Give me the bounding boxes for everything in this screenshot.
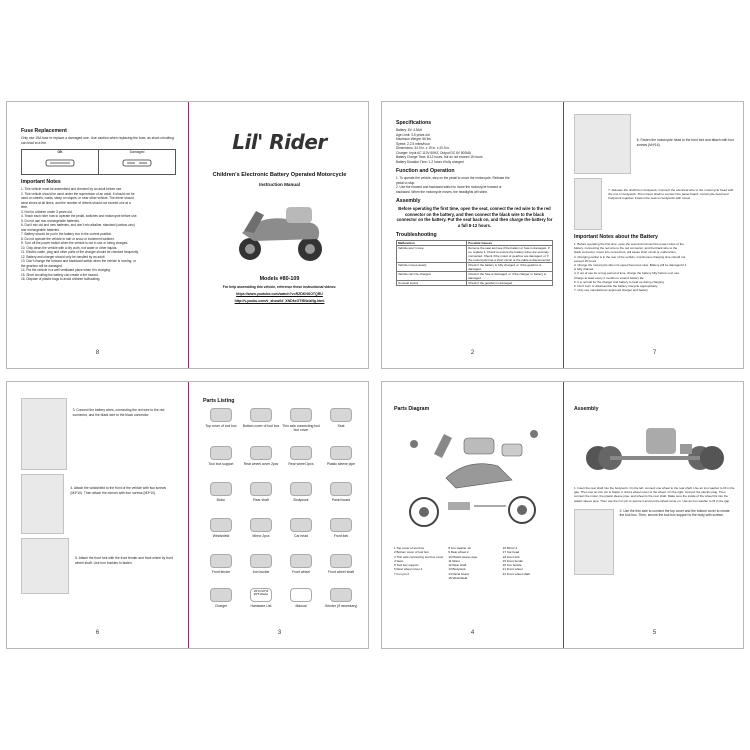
- step4-text: 4. Attach the windshield to the front of the vehicle with two screws (M3*10). Then attach the mirrors with four screws (M3*10).: [70, 486, 167, 495]
- table-cell: Vehicle won't move: [397, 246, 467, 263]
- table-cell: Vehicle can't be charged: [397, 272, 467, 281]
- cover-help: For help assembling this vehicle, reference these instructional videos:: [222, 285, 337, 289]
- list-item: 15. Short circuiting the battery can create a fire hazard.: [21, 272, 99, 277]
- part-label: Top cover of tool box: [205, 424, 237, 428]
- part-item: [201, 588, 241, 608]
- part-item: [321, 482, 361, 502]
- legend-item: 22 Front wheel shaft: [502, 571, 530, 576]
- fuse-text: Only use 15A fuse to replace a damaged one. Use caution when replacing the fuse, as short-circuiting can lead to a fire.: [21, 136, 174, 145]
- page-number: 4: [470, 630, 475, 636]
- list-item: battery, connecting the red wire to the red connector, and the black wire to the: [574, 246, 678, 251]
- legend-item: 20 Iron buckle: [502, 563, 522, 568]
- list-item: 2. This vehicle should be used under the supervision of an adult. It should not be: [21, 191, 135, 196]
- hardware-text: M3*10 M4*16 M4*8 Washer: [253, 590, 269, 596]
- part-label: Car head: [294, 534, 308, 538]
- video-link-2[interactable]: http://v.youku.com/v_show/id_XNDkxOTI5NzIzNg.html: [234, 299, 325, 303]
- function-list: [396, 176, 553, 194]
- list-item: the gearbox will be damaged.: [21, 263, 63, 268]
- part-image: [290, 554, 312, 568]
- legend-item: 7 Iron pin 2: [394, 571, 410, 576]
- list-item: 5. Do not use non-rechargeable batteries.: [21, 218, 80, 223]
- fuse-diagram: [21, 149, 176, 175]
- list-item: 1. This vehicle must be assembled and checked by an adult before use.: [21, 187, 123, 192]
- page-2: [382, 102, 563, 368]
- step6-text: 6. Fasten the motorcycle head to the front fork and attach with four screws (M4*16).: [636, 138, 734, 147]
- fuse-ok-icon: [42, 158, 78, 168]
- table-cell: Unusual sound: [397, 281, 467, 286]
- logo: [199, 130, 360, 154]
- part-image: [250, 518, 272, 532]
- list-item: Dimensions: 34.5 in. x 19 in. x 20.5 in.: [396, 146, 450, 150]
- part-item: [281, 482, 321, 502]
- list-item: 6. Don't burn or disassemble the battery. Recycle appropriately.: [574, 284, 659, 289]
- diagram-legend: [394, 546, 553, 580]
- part-item: [201, 446, 241, 466]
- list-item: 13. Don't change the forward and backward switch when the vehicle is moving, or: [21, 259, 136, 264]
- part-label: Hardware List: [250, 604, 272, 608]
- page-4: [382, 382, 563, 648]
- part-item: [201, 408, 241, 428]
- list-item: 4. If out of use for a long period of time, charge the battery fully before next use.: [574, 271, 680, 276]
- list-item: used on streets, roads, steep on slopes, or near other vehicle. The driver should: [21, 196, 134, 201]
- legend-item: 3 Thin axle connecting tool box cover: [394, 554, 444, 559]
- part-image: [330, 518, 352, 532]
- part-image: [330, 588, 352, 602]
- spread-parts: [6, 381, 369, 649]
- part-label: Front wheel shaft: [327, 570, 354, 574]
- legend-item: 19 Front fender: [502, 558, 524, 563]
- legend-item: 4 Seat: [394, 558, 403, 563]
- assembly-steps-title: Assembly: [574, 406, 599, 412]
- page-cover: [189, 102, 370, 368]
- page-8: [7, 102, 188, 368]
- part-item: [201, 518, 241, 538]
- fuse-damaged-icon: [119, 158, 155, 168]
- legend-item: 2 Bottom cover of tool box: [394, 550, 429, 555]
- page-number: 3: [277, 630, 282, 636]
- page-number: 6: [95, 630, 100, 636]
- part-item: [241, 408, 281, 428]
- part-item: [281, 408, 321, 432]
- legend-item: 6 Rear wheel cover 2: [394, 567, 423, 572]
- step5-photo: [21, 538, 69, 594]
- part-image: [250, 554, 272, 568]
- part-item: [241, 446, 281, 466]
- part-item: [201, 554, 241, 574]
- part-label: Bottom cover of tool box: [242, 424, 280, 428]
- part-label: Bodywork: [293, 498, 309, 502]
- table-header: Possible Causes: [467, 241, 553, 246]
- list-item: 2. Charging socket is in the rear of the vehicle. Continuous charging time should not: [574, 254, 686, 259]
- page-5: [564, 382, 745, 648]
- part-item: [281, 446, 321, 466]
- part-label: Mirror 2pcs: [252, 534, 270, 538]
- step4-photo: [21, 474, 64, 534]
- cover-title: Children's Electronic Battery Operated Motorcycle: [212, 172, 347, 178]
- part-label: Front wheel: [292, 570, 310, 574]
- list-item: 5. It is normal for the charger and battery to heat up during charging.: [574, 279, 665, 284]
- legend-item: 16 Mirror 2: [502, 546, 518, 550]
- table-row: [397, 281, 553, 286]
- list-item: backward. When the motorcycle moves, the headlights will shine.: [396, 189, 488, 194]
- part-item: [281, 518, 321, 538]
- list-item: 3. Not for children under 3 years old.: [21, 209, 73, 214]
- part-image: [250, 408, 272, 422]
- legend-item: 11 Motor: [448, 558, 460, 563]
- legend-item: 18 Front fork: [502, 554, 520, 559]
- part-item: [321, 446, 361, 466]
- table-cell: Check if the gearbox is damaged.: [467, 281, 553, 286]
- list-item: 9. Turn off the power switch when the vehicle is not in use or being charged.: [21, 241, 129, 246]
- function-title: Function and Operation: [396, 168, 455, 174]
- page-number: 7: [652, 350, 657, 356]
- list-item: is fully drained.: [574, 267, 595, 272]
- cover-models: Models #80-109: [259, 276, 300, 282]
- page-number: 8: [95, 350, 100, 356]
- part-label: Front fender: [211, 570, 231, 574]
- legend-item: 17 Car head: [502, 550, 520, 555]
- part-image: [330, 482, 352, 496]
- trouble-title: Troubleshooting: [396, 232, 437, 239]
- step5-text: 5. Attach the front fork with the front fender and front wheel by front wheel shaft. Use iron buckles to fasten.: [75, 556, 173, 565]
- step7-text: 7. Release the shaft from bodywork. Connect the electrical wire to the motorcycle head with the one in bodywork. Then insert shaft to connect the panel board, motorcycle head and bodywork together. Fasten the seat on bodywork with screw.: [608, 188, 734, 201]
- battery-title: Important Notes about the Battery: [574, 234, 658, 240]
- part-label: Motor: [216, 498, 226, 502]
- step6-photo: [574, 114, 631, 174]
- part-image: [210, 588, 232, 602]
- fuse-damaged-label: Damaged: [129, 150, 145, 155]
- table-cell: Check if the battery is fully charged, or if the gearbox is damaged.: [467, 263, 553, 272]
- list-item: Battery Charge Time: 8-12 hours, but do not exceed 15 hours: [396, 155, 483, 159]
- part-label: Charger: [214, 604, 228, 608]
- part-label: Rear wheel cover 2pcs: [243, 462, 279, 466]
- list-item: 11. Electric cable, plug and other parts of the charger should be checked frequently.: [21, 250, 139, 255]
- list-item: 2. Use the forward and backward switch to move the motorcycle forward or: [396, 185, 502, 189]
- hardware-card: [250, 588, 272, 602]
- step3-text: 3. Connect the battery wires, connecting the red wire to the red connector, and the black wire to the black connector.: [72, 408, 165, 417]
- list-item: 8. Do not operate the vehicle in rain or snow or inclement weather.: [21, 236, 115, 241]
- list-item: time.: [21, 205, 28, 210]
- fuse-title: Fuse Replacement: [21, 128, 67, 134]
- table-row: [397, 263, 553, 272]
- page-3: [189, 382, 370, 648]
- assembly-step2: 2. Use the thin axle to connect the top cover and the bottom cover to create the tool box. Then, secure the tool box support to the body with screws.: [619, 508, 730, 518]
- part-label: Thin axle connecting tool box cover: [282, 424, 320, 432]
- list-item: Speed: 2-2.5 miles/hour: [396, 141, 430, 146]
- part-label: Grinder (if necessary): [324, 604, 358, 608]
- part-item: [321, 408, 361, 428]
- list-item: 6. Don't mix old and new batteries, and don't mix alkaline, standard (carbon-zinc): [21, 223, 135, 228]
- page-6: [7, 382, 188, 648]
- part-image: [330, 446, 352, 460]
- page-number: 5: [652, 630, 657, 636]
- part-image: [210, 482, 232, 496]
- list-item: 1. Before operating the first time, open the seat and connect the power wires of the: [574, 242, 684, 246]
- part-image: [290, 482, 312, 496]
- part-item: [321, 518, 361, 538]
- part-image: [290, 518, 312, 532]
- list-item: Battery Duration Time: 1-2 hours if fully charged: [396, 159, 464, 164]
- battery-list: [574, 242, 735, 292]
- rear-shaft-image: [580, 414, 730, 484]
- cover-subtitle: Instruction Manual: [259, 182, 300, 187]
- list-item: wear shoes at all times, and the number of drivers should not exceed one at a: [21, 200, 131, 205]
- legend-item: 1 Top cover of tool box: [394, 546, 425, 550]
- legend-item: 9 Rear wheel 2: [448, 550, 469, 555]
- legend-item: 8 Iron washer 10: [448, 546, 471, 550]
- logo-text: Lil' Rider: [232, 130, 327, 154]
- step7-photo: [574, 178, 602, 230]
- list-item: 7. Battery should be put in the battery box in the correct position.: [21, 232, 113, 237]
- spread-specs: [381, 101, 744, 369]
- list-item: 10. Only clean the vehicle with a dry cloth, not water or other liquids.: [21, 245, 118, 250]
- part-item: [241, 588, 281, 608]
- part-image: [330, 408, 352, 422]
- table-cell: Remove the seat and see if the battery or fuse is damaged. If so, replace it. Check to ensure the battery wires are securely connected. Check if the motor or gearbox are damaged, or if the motorcycle has a short circuit or the cable is disconnected.: [468, 246, 551, 263]
- legend-item: 10 Plastic sleeve pipe: [448, 554, 478, 559]
- table-row: [397, 246, 553, 263]
- part-image: [290, 588, 312, 602]
- part-label: Rear shaft: [253, 498, 269, 502]
- part-item: [281, 554, 321, 574]
- page-7: [564, 102, 745, 368]
- step3-photo: [21, 398, 67, 470]
- part-label: Plastic sleeve pipe: [326, 462, 356, 466]
- part-label: Manual: [295, 604, 307, 608]
- list-item: 12. Battery and charger should only be handled by an adult.: [21, 254, 106, 259]
- list-item: 1. To operate the vehicle, step on the pedal to move the motorcycle. Release the: [396, 176, 510, 180]
- list-item: Maximum Weight: 66 lbs: [396, 137, 431, 141]
- list-item: 14. Put the vehicle in a well ventilated place when it is charging.: [21, 268, 111, 273]
- legend-item: 21 Front wheel: [502, 567, 523, 572]
- part-item: [201, 482, 241, 502]
- page-number: 2: [470, 350, 475, 356]
- list-item: Charge at least every 2 months to extend battery life.: [574, 275, 645, 280]
- parts-title: Parts Listing: [203, 398, 235, 404]
- list-item: 4. Teach each rider how to operate the pedal, switches and motorcycle before use.: [21, 214, 138, 219]
- table-cell: Vehicle moves slowly: [397, 263, 467, 272]
- spec-title: Specifications: [396, 120, 432, 126]
- part-item: [321, 554, 361, 574]
- part-image: [290, 408, 312, 422]
- spec-list: [396, 128, 553, 164]
- legend-item: 5 Tool box support: [394, 563, 419, 568]
- list-item: 16. Dispose of plastic bags to avoid children suffocating.: [21, 277, 101, 282]
- list-item: pedal to stop.: [396, 180, 416, 185]
- fuse-ok-label: OK: [57, 150, 63, 155]
- part-image: [210, 408, 232, 422]
- list-item: Age Limit: 3-5 years old: [396, 132, 430, 137]
- notes-list: [21, 187, 176, 282]
- part-image: [210, 554, 232, 568]
- list-item: Battery: 6V, 4.5AH: [396, 128, 423, 132]
- list-item: and rechargeable batteries.: [21, 227, 60, 232]
- part-item: [281, 588, 321, 608]
- diagram-title: Parts Diagram: [394, 406, 430, 412]
- step2-photo: [574, 509, 614, 575]
- assembly-text: Before operating the first time, open the seat, connect the red wire to the red connector on the battery, and then connect the black wire to the black connector on the battery. Put the seat back on, and then charge the battery for a full 8-12 hours.: [396, 206, 553, 228]
- list-item: exceed 15 hours.: [574, 258, 598, 263]
- part-image: [250, 482, 272, 496]
- table-row: [397, 272, 553, 281]
- list-item: 7. Only use manufacturer approved charger and battery.: [574, 288, 649, 293]
- part-image: [290, 446, 312, 460]
- part-image: [250, 446, 272, 460]
- legend-item: 12 Rear shaft: [448, 563, 467, 568]
- part-item: [241, 518, 281, 538]
- notes-title: Important Notes: [21, 179, 61, 186]
- part-label: Panel board: [331, 498, 351, 502]
- legend-item: 15 Windshield: [448, 576, 468, 581]
- part-item: [321, 588, 361, 608]
- part-label: Front fork: [333, 534, 349, 538]
- exploded-diagram: [394, 414, 552, 546]
- part-label: Iron buckle: [252, 570, 270, 574]
- part-item: [241, 554, 281, 574]
- list-item: Charger: Input AC 110V 60HZ, Output DC 6V 500MA: [396, 150, 471, 155]
- video-link-1[interactable]: https://www.youtube.com/watch?v=RZDKNSOTQRU: [236, 292, 323, 296]
- list-item: black connector. Insert into connectors, will cause short circuit or malfunction.: [574, 250, 677, 255]
- table-cell: Check if the fuse is damaged, or if the charger or battery is damaged.: [467, 272, 553, 281]
- part-label: Seat: [337, 424, 345, 428]
- part-label: Windshield: [212, 534, 230, 538]
- part-label: Tool box support: [208, 462, 234, 466]
- spread-assembly: [381, 381, 744, 649]
- table-header: Malfunction: [397, 241, 467, 246]
- part-image: [210, 446, 232, 460]
- spread-cover: [6, 101, 369, 369]
- part-image: [210, 518, 232, 532]
- legend-item: 14 Panel board: [448, 571, 469, 576]
- legend-item: 13 Bodywork: [448, 567, 466, 572]
- trouble-table: [396, 240, 553, 286]
- list-item: 3. Charge the motorcycle when its speed becomes slow. Battery will be damaged if it: [574, 263, 687, 268]
- part-image: [330, 554, 352, 568]
- assembly-step1: 1. Insert the rear shaft into the bodywork. On the left, connect one wheel to the rear shaft. Use an iron washer to fill in the gap. Then use an iron pin to fasten it. Add a wheel cover to the wheel. On the right, connect the electric plug. Then connect the motor, the plastic sleeve pipe, and wheel to the rear shaft. Make sure the inside of the wheel fits into the plastic sleeve pipe. Then use the iron pin to secure it and put the wheel cover on. Use an iron washer to fill in the gap.: [574, 486, 735, 503]
- motorcycle-image: [230, 193, 330, 265]
- assembly-title: Assembly: [396, 198, 421, 204]
- part-item: [241, 482, 281, 502]
- part-label: Rear wheel 2pcs: [288, 462, 314, 466]
